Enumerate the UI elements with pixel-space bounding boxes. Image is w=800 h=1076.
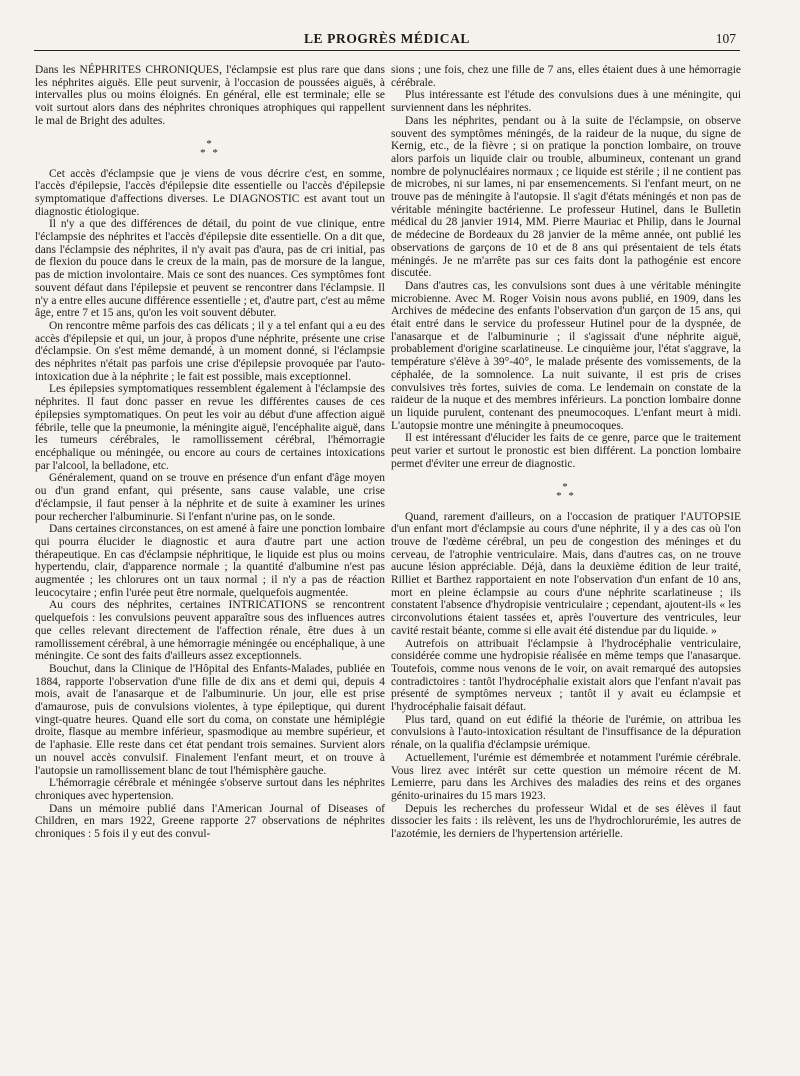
paragraph: Au cours des néphrites, certaines INTRICATIONS se rencontrent quelquefois : les convulsions peuvent apparaître sous des influences autres que celles relevant directement de l'affection rénale, être dues à un ramollissement cérébral, à une hémorragie méningée ou encéphalique, à une méningite. Ce sont des faits d'ailleurs assez exceptionnels. bbox=[35, 599, 385, 663]
paragraph: Depuis les recherches du professeur Widal et de ses élèves il faut dissocier les faits : ils relèvent, les uns de l'hydrochlorurémie, les autres de l'azotémie, les derniers de l'hypertension artérielle. bbox=[391, 802, 741, 841]
paragraph: L'hémorragie cérébrale et méningée s'observe surtout dans les néphrites chroniques avec hypertension. bbox=[35, 777, 385, 802]
paragraph: Plus intéressante est l'étude des convulsions dues à une méningite, qui surviennent dans les néphrites. bbox=[391, 89, 741, 115]
page-number: 107 bbox=[715, 31, 736, 46]
paragraph: Quand, rarement d'ailleurs, on a l'occasion de pratiquer l'AUTOPSIE d'un enfant mort d'éclampsie au cours d'une néphrite, il y a des cas où l'on trouve de l'œdème cérébral, un peu de congestion des méninges et du cerveau, de l'atrophie ventriculaire. Mais, dans d'autres cas, on ne trouve aucune lésion appréciable. Déjà, dans la deuxième édition de leur traité, Rilliet et Barthez rapportaient en note l'observation d'un enfant de 10 ans, mort en pleine éclampsie au cours d'une néphrite scarlatineuse ; ils constatent l'absence d'hydropisie ventriculaire ; cependant, ajoutent-ils « les circonvolutions étaient tassées et, après l'ouverture des ventricules, leur cavité restait béante, comme si elle avait été distendue par du liquide. » bbox=[391, 510, 741, 637]
paragraph: Plus tard, quand on eut édifié la théorie de l'urémie, on attribua les convulsions à l'auto-intoxication résultant de l'insuffisance de la dépuration rénale, on la qualifia d'éclampsie urémique. bbox=[391, 713, 741, 752]
paragraph: Dans les NÉPHRITES CHRONIQUES, l'éclampsie est plus rare que dans les néphrites aiguës. Elle peut survenir, à l'occasion de poussées aiguës, à intervalles plus ou moins éloignés. En général, elle est terminale; elle se voit surtout alors dans des néphrites chroniques atrophiques qui rappellent le mal de Bright des adultes. bbox=[35, 64, 385, 127]
right-column bbox=[391, 64, 741, 841]
paragraph: Il est intéressant d'élucider les faits de ce genre, parce que le traitement peut varier et surtout le pronostic est bien différent. La ponction lombaire permet d'éviter une erreur de diagnostic. bbox=[391, 432, 741, 470]
paragraph: Généralement, quand on se trouve en présence d'un enfant d'âge moyen ou d'un grand enfant, qui présente, sans cause valable, une crise d'éclampsie, il faut penser à la néphrite et de suite à examiner les urines pour rechercher l'albuminurie. Si l'enfant n'urine pas, on le sonde. bbox=[35, 472, 385, 523]
paragraph: Les épilepsies symptomatiques ressemblent également à l'éclampsie des néphrites. Il faut donc passer en revue les différentes causes de ces épilepsies symptomatiques. On peut les voir au début d'une affection aiguë fébrile, telle que la pneumonie, la méningite aiguë, l'encéphalite aiguë, dans les tumeurs cérébrales, le ramollissement cérébral, l'hémorragie encéphalique ou méningée, ou encore au cours de certaines intoxications par l'alcool, la belladone, etc. bbox=[35, 383, 385, 472]
page-header bbox=[34, 28, 740, 51]
running-title: LE PROGRÈS MÉDICAL bbox=[303, 31, 471, 46]
section-separator: * * * bbox=[556, 480, 576, 502]
left-column bbox=[35, 64, 385, 841]
paragraph: Dans d'autres cas, les convulsions sont dues à une véritable méningite microbienne. Avec M. Roger Voisin nous avons publié, en 1909, dans les Archives de médecine des enfants l'observation d'un garçon de 15 ans, qui était entré dans le service du professeur Hutinel pour de la dyspnée, de l'anasarque et de l'albuminurie ; il s'agissait d'une néphrite aiguë, probablement d'origine scarlatineuse. Le cinquième jour, l'état s'aggrave, la température s'élève à 39°-40°, le malade présente des vomissements, de la céphalée, de la somnolence. La nuit suivante, il est pris de crises convulsives très fortes, suivies de coma. Le lendemain on constate de la raideur de la nuque et des membres inférieurs. La ponction lombaire donne un liquide purulent, contenant des pneumocoques. L'enfant meurt à midi. L'autopsie montre une méningite à pneumocoques. bbox=[391, 279, 741, 432]
section-separator: * * * bbox=[200, 137, 220, 159]
paragraph: Autrefois on attribuait l'éclampsie à l'hydrocéphalie ventriculaire, considérée comme une hydropisie réalisée en même temps que l'anasarque. Toutefois, comme nous venons de le voir, on avait remarqué des autopsies contradictoires : tantôt l'hydrocéphalie existait alors que l'enfant n'avait pas présenté de symptômes nerveux ; tantôt il y avait eu éclampsie et l'hydrocéphalie faisait défaut. bbox=[391, 637, 741, 714]
paragraph: Actuellement, l'urémie est démembrée et notamment l'urémie cérébrale. Vous lirez avec intérêt sur cette question un mémoire récent de M. Lemierre, paru dans les Archives des maladies des reins et des organes génito-urinaires du 15 mars 1923. bbox=[391, 751, 741, 802]
paragraph: Dans les néphrites, pendant ou à la suite de l'éclampsie, on observe souvent des symptômes méningés, de la raideur de la nuque, du signe de Kernig, etc., de la fièvre ; si on pratique la ponction lombaire, on trouve alors parfois un liquide clair ou trouble, albumineux, contenant un grand nombre de polynucléaires normaux ; ce liquide est stérile ; il ne contient pas de microbes, ni sur lames, ni par ensemencements. Si l'enfant meurt, on ne trouve pas de méningite à l'autopsie. Il s'agit d'états méningés et non pas de véritable méningite bactérienne. Le professeur Hutinel, dans le Bulletin médical du 28 janvier 1914, MM. Pierre Mauriac et Philip, dans le Journal de médecine de Bordeaux du 28 janvier de la même année, ont publié les observations de garçons de 10 et de 8 ans qui présentaient de tels états méningés. Je ne m'arrête pas sur ces faits dont la pathogénie est encore discutée. bbox=[391, 114, 741, 280]
paragraph: sions ; une fois, chez une fille de 7 ans, elles étaient dues à une hémorragie cérébrale. bbox=[391, 64, 741, 89]
paragraph: Dans un mémoire publié dans l'American Journal of Diseases of Children, en mars 1922, Greene rapporte 27 observations de néphrites chroniques : 5 fois il y eut des convul- bbox=[35, 802, 385, 841]
paragraph: Bouchut, dans la Clinique de l'Hôpital des Enfants-Malades, publiée en 1884, rapporte l'observation d'une fille de dix ans et demi qui, depuis 4 mois, avait de l'anasarque et de l'albuminurie. Un jour, elle est prise d'amaurose, puis de convulsions violentes, à type épileptique, qui durent vingt-quatre heures. Quand elle sort du coma, on constate une hémiplégie droite, flasque au membre inférieur, spasmodique au membre supérieur, et de l'aphasie. Elle reste dans cet état pendant trois semaines. Survient alors un nouvel accès convulsif. Finalement l'enfant meurt, et on trouve à l'autopsie un ramollissement blanc de tout l'hémisphère gauche. bbox=[35, 662, 385, 777]
paragraph: Cet accès d'éclampsie que je viens de vous décrire c'est, en somme, l'accès d'épilepsie, l'accès d'épilepsie dite essentielle ou l'accès d'épilepsie symptomatique d'affections diverses. Le DIAGNOSTIC est avant tout un diagnostic étiologique. bbox=[35, 167, 385, 218]
paragraph: Il n'y a que des différences de détail, du point de vue clinique, entre l'éclampsie des néphrites et l'accès d'épilepsie dite essentielle. On a dit que, dans l'éclampsie des néphrites, il n'y avait pas d'aura, pas de cri initial, pas de flexion du pouce dans le creux de la main, pas de morsure de la langue, pas de miction involontaire. Mais ce sont des nuances. Ces symptômes font souvent défaut dans l'épilepsie et peuvent se rencontrer dans l'éclampsie. Il n'y a entre elles aucune différence essentielle ; et, d'autre part, c'est au même âge, entre 7 et 15 ans, qu'on les voit souvent débuter. bbox=[35, 218, 385, 320]
paragraph: On rencontre même parfois des cas délicats ; il y a tel enfant qui a eu des accès d'épilepsie et qui, un jour, à propos d'une néphrite, présente une crise d'éclampsie. On s'est même demandé, à un moment donné, si l'éclampsie des néphrites n'était pas parfois une crise d'épilepsie provoquée par l'auto-intoxication due à la néphrite ; le fait est possible, mais exceptionnel. bbox=[35, 319, 385, 383]
paragraph: Dans certaines circonstances, on est amené à faire une ponction lombaire qui pourra élucider le diagnostic et aura d'autre part une action thérapeutique. En cas d'éclampsie néphritique, le liquide est plus ou moins hypertendu, clair, d'apparence normale ; la quantité d'albumine n'est pas augmentée ; les chlorures ont un taux normal ; il n'y a pas de réaction leucocytaire ; enfin l'urée peut être normale, quelquefois augmentée. bbox=[35, 523, 385, 599]
